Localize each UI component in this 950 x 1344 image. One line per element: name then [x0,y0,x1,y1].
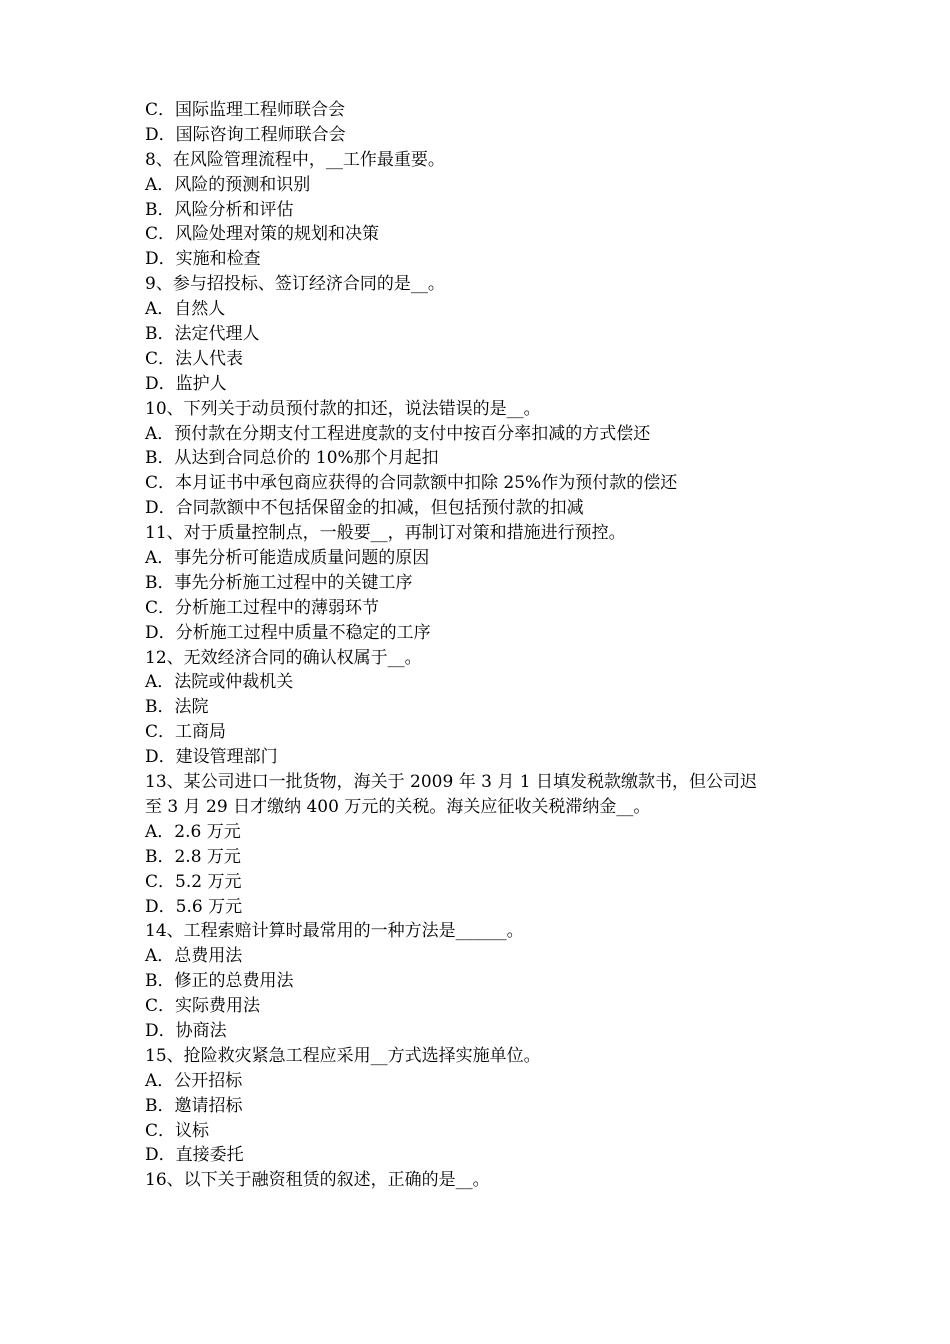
text-line: A．总费用法 [145,946,243,967]
document-body [145,98,825,1193]
text-line: D．监护人 [145,373,227,394]
text-line: B．邀请招标 [145,1095,243,1116]
text-line: C．风险处理对策的规划和决策 [145,224,380,245]
text-line: D．5.6 万元 [145,896,243,917]
text-line: 8、在风险管理流程中，__工作最重要。 [145,149,445,170]
text-line: A．公开招标 [145,1070,243,1091]
text-line: B．事先分析施工过程中的关键工序 [145,572,413,593]
text-line: 10、下列关于动员预付款的扣还，说法错误的是__。 [145,398,541,419]
text-line: B．2.8 万元 [145,846,241,867]
text-line: D．直接委托 [145,1145,244,1166]
text-line: C．工商局 [145,722,227,743]
text-line: 16、以下关于融资租赁的叙述，正确的是__。 [145,1170,490,1191]
text-line: D．国际咨询工程师联合会 [145,124,346,145]
text-line: B．从达到合同总价的 10%那个月起扣 [145,448,439,469]
text-line: D．实施和检查 [145,249,261,270]
text-line: 13、某公司进口一批货物，海关于 2009 年 3 月 1 日填发税款缴款书，但公司迟 [145,772,757,793]
text-line: C．议标 [145,1120,210,1141]
text-line: C．实际费用法 [145,996,261,1017]
text-line: 9、参与招投标、签订经济合同的是__。 [145,274,445,295]
text-line: B．法定代理人 [145,324,260,345]
text-line: B．法院 [145,697,209,718]
text-line: 11、对于质量控制点，一般要__，再制订对策和措施进行预控。 [145,523,626,544]
text-line: A．法院或仲裁机关 [145,672,294,693]
text-line: C．5.2 万元 [145,871,242,892]
text-line: B．风险分析和评估 [145,199,294,220]
text-line: 12、无效经济合同的确认权属于__。 [145,647,422,668]
text-line: D．协商法 [145,1020,227,1041]
text-line: A．2.6 万元 [145,821,241,842]
text-line: D．建设管理部门 [145,747,278,768]
text-line: B．修正的总费用法 [145,971,294,992]
text-line: C．本月证书中承包商应获得的合同款额中扣除 25%作为预付款的偿还 [145,473,678,494]
text-line: A．事先分析可能造成质量问题的原因 [145,548,430,569]
text-line: A．预付款在分期支付工程进度款的支付中按百分率扣减的方式偿还 [145,423,651,444]
text-line: 至 3 月 29 日才缴纳 400 万元的关税。海关应征收关税滞纳金__。 [145,796,651,817]
text-line: C．法人代表 [145,348,244,369]
text-line: C．分析施工过程中的薄弱环节 [145,597,380,618]
text-line: D．分析施工过程中质量不稳定的工序 [145,622,431,643]
text-line: C．国际监理工程师联合会 [145,100,346,120]
text-line: D．合同款额中不包括保留金的扣减，但包括预付款的扣减 [145,498,584,519]
text-line: 14、工程索赔计算时最常用的一种方法是______。 [145,921,524,942]
text-line: 15、抢险救灾紧急工程应采用__方式选择实施单位。 [145,1045,541,1066]
text-line: A．风险的预测和识别 [145,174,311,195]
text-line: A．自然人 [145,299,226,320]
